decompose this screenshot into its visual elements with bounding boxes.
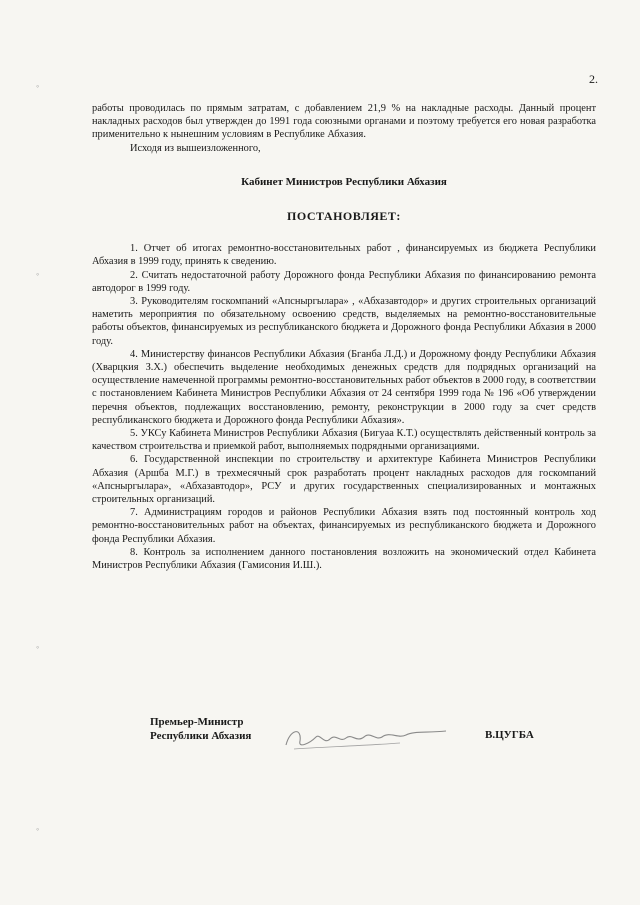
document-body bbox=[92, 102, 596, 572]
punch-hole-mark: ◦ bbox=[36, 824, 40, 834]
issuer-heading: Кабинет Министров Республики Абхазия bbox=[241, 175, 447, 188]
decree-item: 7. Администрациям городов и районов Республики Абхазия взять под постоянный контроль ход ремонтно-восстановительных работ на объектах, финансируемых из республиканского бюджета и Дорожного фонда Республики Абхазия. bbox=[92, 507, 596, 545]
decree-item: 6. Государственной инспекции по строительству и архитектуре Кабинета Министров Республики Абхазия (Аршба М.Г.) в трехмесячный срок разработать процент накладных расходов для госкомпаний «Апсныргылара», «Абхазавтодор», РСУ и других государственных специализированных и монтажных строительных организаций. bbox=[92, 454, 596, 506]
signatory-title bbox=[150, 715, 251, 743]
decree-item: 5. УКСу Кабинета Министров Республики Абхазия (Бигуаа К.Т.) осуществлять действенный контроль за качеством строительства и приемкой работ, выполняемых подрядными организациями. bbox=[92, 428, 596, 453]
opening-paragraph: работы проводилась по прямым затратам, с добавлением 21,9 % на накладные расходы. Данный процент накладных расходов был утвержден до 1991 года союзными органами и поэтому требуется его новая разработка применительно к нынешним условиям в Республике Абхазия. bbox=[92, 103, 596, 141]
intro-phrase: Исходя из вышеизложенного, bbox=[130, 142, 261, 154]
decree-item: 2. Считать недостаточной работу Дорожного фонда Республики Абхазия по финансированию ремонта автодорог в 1999 году. bbox=[92, 269, 596, 294]
punch-hole-mark: ◦ bbox=[36, 269, 40, 279]
punch-hole-mark: ◦ bbox=[36, 642, 40, 652]
signatory-title-line: Премьер-Министр bbox=[150, 716, 244, 728]
handwritten-signature bbox=[280, 719, 450, 755]
decree-item: 3. Руководителям госкомпаний «Апсныргылара» , «Абхазавтодор» и других строительных организаций наметить мероприятия по обязательному освоению средств, выделяемых на ремонтно-восстановительные работы объектов, финансируемых из республиканского бюджета и Дорожного фонда Республики Абхазия в 2000 году. bbox=[92, 296, 596, 347]
page-number: 2. bbox=[589, 72, 598, 86]
signature-block bbox=[150, 715, 580, 765]
decree-item: 8. Контроль за исполнением данного постановления возложить на экономический отдел Кабинета Министров Республики Абхазия (Гамисония И.Ш.). bbox=[92, 546, 596, 572]
decree-item: 4. Министерству финансов Республики Абхазия (Бганба Л.Д.) и Дорожному фонду Республики Абхазия (Хварцкия З.Х.) обеспечить выделение необходимых денежных средств для подрядных организаций на осуществление намеченной программы ремонтно-восстановительных работ объектов в 2000 году, в соответствии с постановлением Кабинета Министров Республики Абхазия от 24 сентября 1999 года № 196 «Об утверждении перечня объектов, подлежащих восстановлению, ремонту, реконструкции в 2000 году за счет средств республиканского бюджета и Дорожного фонда Республики Абхазия». bbox=[92, 348, 596, 426]
decree-items bbox=[92, 242, 596, 572]
signatory-title-line: Республики Абхазия bbox=[150, 730, 252, 742]
decree-item: 1. Отчет об итогах ремонтно-восстановительных работ , финансируемых из бюджета Республики Абхазия в 1999 году, принять к сведению. bbox=[92, 243, 596, 268]
decree-heading: ПОСТАНОВЛЯЕТ: bbox=[287, 209, 401, 224]
punch-hole-mark: ◦ bbox=[36, 81, 40, 91]
signatory-name: В.ЦУГБА bbox=[485, 729, 534, 741]
